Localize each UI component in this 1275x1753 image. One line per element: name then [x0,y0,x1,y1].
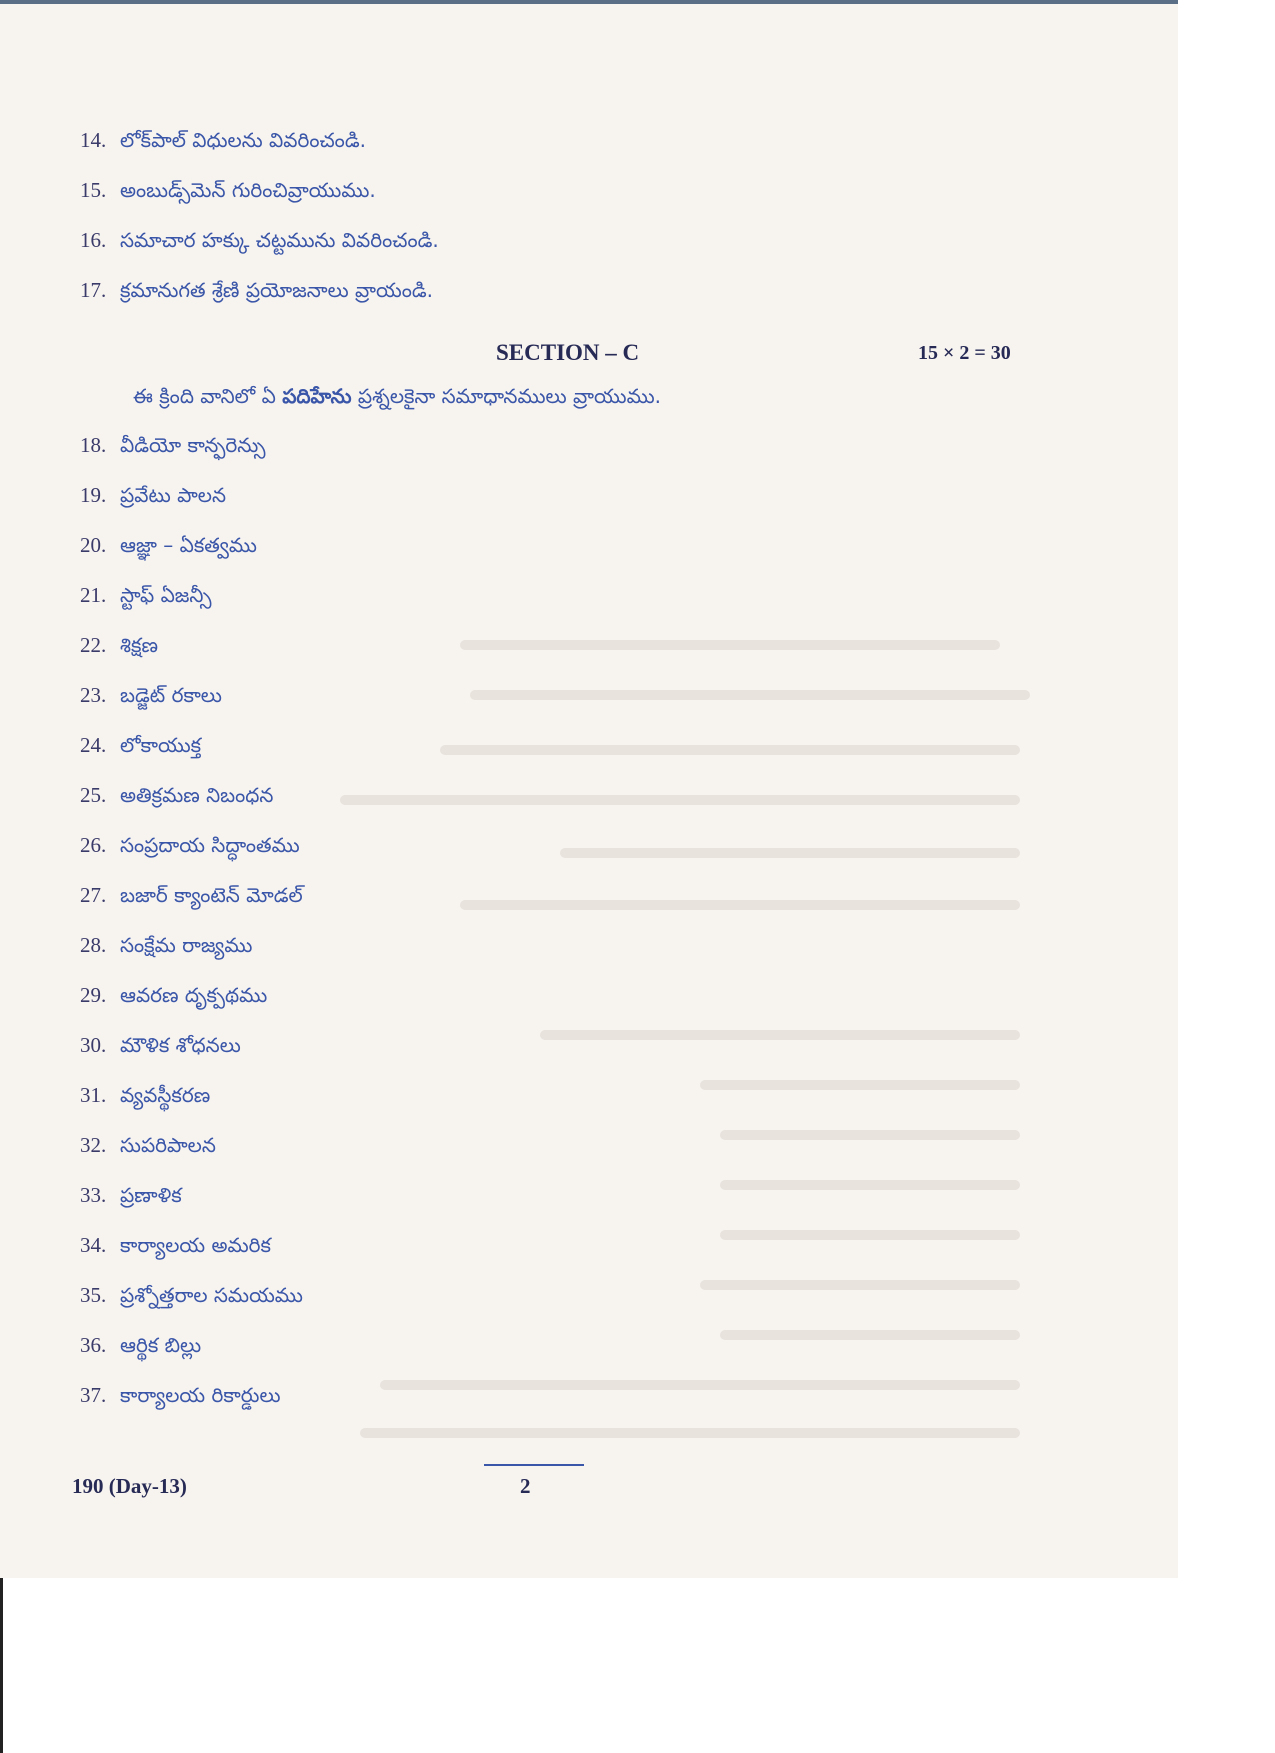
question-item [80,1083,210,1112]
question-text: సుపరిపాలన [120,1133,216,1157]
question-number: 20. [80,533,107,557]
question-text: సంప్రదాయ సిద్ధాంతము [120,833,300,857]
bleed-through-line [720,1230,1020,1240]
question-text: సంక్షేమ రాజ్యము [120,933,253,957]
scan-top-border [0,0,1178,4]
question-number: 32. [80,1133,107,1157]
question-item [80,633,158,662]
instruction-emphasis: పదిహేను [282,384,352,408]
paper-code: 190 (Day-13) [72,1474,187,1498]
question-text: లోక్‌పాల్ విధులను వివరించండి. [120,128,366,152]
question-item [80,1333,201,1362]
question-number: 27. [80,883,107,907]
question-number: 22. [80,633,107,657]
bleed-through-line [720,1330,1020,1340]
bleed-through-line [460,640,1000,650]
question-number: 23. [80,683,107,707]
question-text: కార్యాలయ అమరిక [120,1233,271,1257]
question-item [80,483,226,512]
question-number: 21. [80,583,107,607]
question-text: సమాచార హక్కు చట్టమును వివరించండి. [120,228,439,252]
question-number: 30. [80,1033,107,1057]
bleed-through-line [440,745,1020,755]
question-number: 26. [80,833,107,857]
question-number: 35. [80,1283,107,1307]
bleed-through-line [720,1130,1020,1140]
page-number-rule [484,1464,584,1466]
question-number: 34. [80,1233,107,1257]
question-text: వ్యవస్థీకరణ [120,1083,211,1107]
question-text: శిక్షణ [120,633,158,657]
bleed-through-line [720,1180,1020,1190]
question-number: 36. [80,1333,107,1357]
question-item [80,983,267,1012]
question-item [80,1183,182,1212]
question-text: ప్రశ్నోత్తరాల సమయము [120,1283,303,1307]
scanner-edge [0,1578,3,1753]
question-number: 29. [80,983,107,1007]
question-text: వీడియో కాన్ఫరెన్సు [120,433,266,457]
question-item [80,1283,303,1312]
question-item [80,178,376,207]
question-item [80,228,439,257]
question-text: ప్రణాళిక [120,1183,182,1207]
question-number: 18. [80,433,107,457]
question-item [80,433,265,462]
bleed-through-line [380,1380,1020,1390]
question-number: 37. [80,1383,107,1407]
question-text: ఆజ్ఞా – ఏకత్వము [120,533,257,557]
bleed-through-line [360,1428,1020,1438]
question-item [80,583,211,612]
instruction-text: ప్రశ్నలకైనా సమాధానములు వ్రాయుము. [351,384,662,408]
question-item [80,278,433,307]
question-text: ప్రవేటు పాలన [120,483,226,507]
question-item [80,733,201,762]
question-item [80,1033,241,1062]
question-item [80,1233,271,1262]
section-title: SECTION – C [496,340,640,365]
question-number: 17. [80,278,107,302]
question-text: ఆర్థిక బిల్లు [120,1333,202,1357]
question-text: క్రమానుగత శ్రేణి ప్రయోజనాలు వ్రాయండి. [120,278,434,302]
bleed-through-line [340,795,1020,805]
question-item [80,933,252,962]
question-number: 19. [80,483,107,507]
question-number: 16. [80,228,107,252]
question-text: లోకాయుక్త [120,733,202,757]
question-item [80,683,222,712]
bleed-through-line [460,900,1020,910]
question-number: 31. [80,1083,107,1107]
question-item [80,128,366,157]
bleed-through-line [540,1030,1020,1040]
bleed-through-line [700,1080,1020,1090]
bleed-through-line [560,848,1020,858]
question-item [80,1383,281,1412]
question-text: అంబుడ్స్‌మెన్ గురించివ్రాయుము. [120,178,376,202]
question-item [80,883,303,912]
bleed-through-line [470,690,1030,700]
question-number: 15. [80,178,107,202]
bleed-through-line [700,1280,1020,1290]
question-number: 25. [80,783,107,807]
question-text: స్టాఫ్ ఏజన్సీ [120,583,212,607]
question-number: 24. [80,733,107,757]
question-number: 28. [80,933,107,957]
instruction-text: ఈ క్రింది వానిలో ఏ [133,384,283,408]
question-text: మౌళిక శోధనలు [120,1033,241,1057]
question-item [80,533,257,562]
section-marks: 15 × 2 = 30 [918,342,1011,364]
section-instruction [133,384,661,413]
question-item [80,783,273,812]
question-text: కార్యాలయ రికార్డులు [120,1383,281,1407]
question-text: బజార్ క్యాంటెన్ మోడల్ [120,883,303,907]
question-number: 14. [80,128,107,152]
question-item [80,1133,216,1162]
question-number: 33. [80,1183,107,1207]
page-number: 2 [520,1474,531,1498]
question-text: ఆవరణ దృక్పథము [120,983,268,1007]
question-item [80,833,300,862]
question-text: బడ్జెట్ రకాలు [120,683,222,707]
question-text: అతిక్రమణ నిబంధన [120,783,274,807]
